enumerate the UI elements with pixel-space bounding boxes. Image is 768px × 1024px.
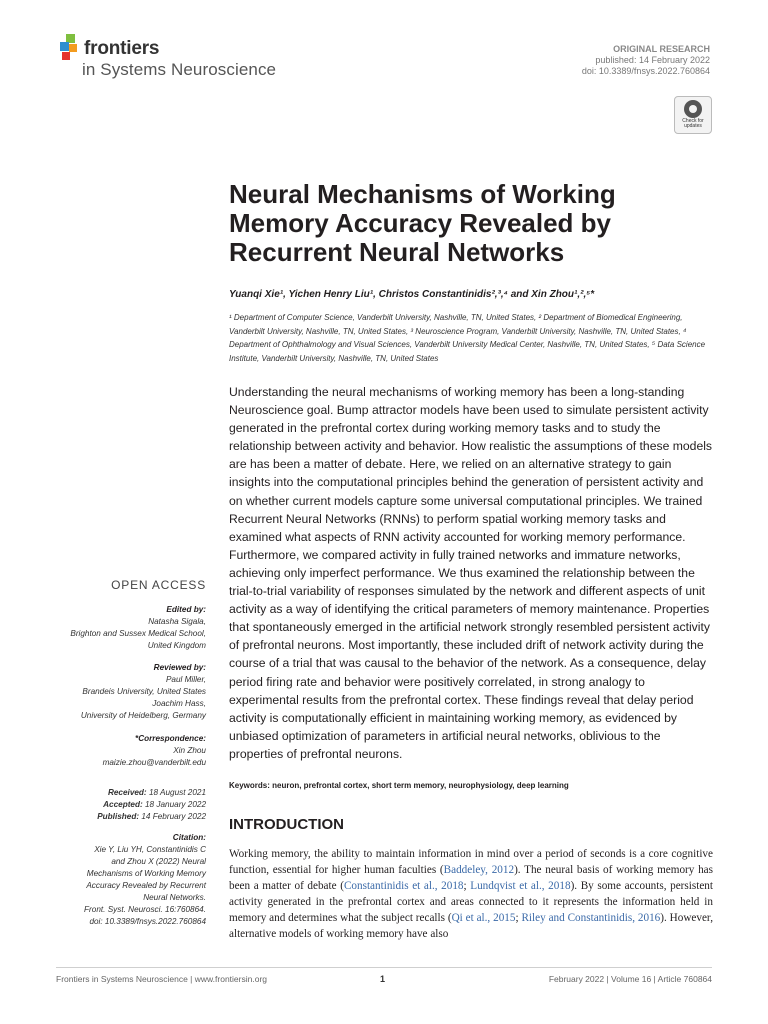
published-date: published: 14 February 2022	[595, 55, 710, 65]
reviewer-line: Paul Miller,	[165, 675, 206, 684]
citation-line: Xie Y, Liu YH, Constantinidis C	[94, 845, 206, 854]
intro-text-segment: ). The neural basis of working memory has been a matter of debate (	[229, 864, 713, 892]
accepted-date: 18 January 2022	[145, 800, 206, 809]
keywords: Keywords: neuron, prefrontal cortex, short term memory, neurophysiology, deep learning	[229, 781, 569, 790]
citation-label: Citation:	[172, 833, 206, 842]
citation-line: Mechanisms of Working Memory	[86, 869, 206, 878]
intro-text-segment: ;	[515, 912, 522, 924]
footer-issue-info: February 2022 | Volume 16 | Article 760864	[548, 974, 712, 984]
page-number: 1	[380, 974, 386, 984]
received-row	[16, 787, 206, 799]
bookmark-icon	[684, 100, 702, 118]
reference-link[interactable]: Qi et al., 2015	[451, 912, 516, 924]
introduction-text	[229, 846, 713, 942]
received-label: Received:	[107, 788, 147, 797]
intro-text-segment: ). By some accounts, persistent activity generated in the prefrontal cortex and areas connected to it represents the information held in memory and determines what the subject recalls (	[229, 880, 713, 924]
article-meta	[582, 44, 710, 77]
accepted-label: Accepted:	[103, 800, 143, 809]
affiliations: ¹ Department of Computer Science, Vanderbilt University, Nashville, TN, United States, ² Department of Biomedical Engineering, Vanderbilt University, Nashville, TN, United States, ³ Neuroscience Program, Vanderbilt University, Nashville, TN, United States, ⁴ Department of Ophthalmology and Visual Sciences, Vanderbilt University Medical Center, Nashville, TN, United States, ⁵ Data Science Institute, Vanderbilt University, Nashville, TN, United States	[229, 313, 706, 363]
correspondence-email[interactable]: maizie.zhou@vanderbilt.edu	[102, 758, 206, 767]
editor-line: United Kingdom	[147, 641, 206, 650]
correspondence-name: Xin Zhou	[173, 746, 206, 755]
reviewer-line: University of Heidelberg, Germany	[80, 711, 206, 720]
reviewer-line: Joachim Hass,	[152, 699, 206, 708]
frontiers-logo-icon	[56, 34, 82, 64]
citation-line: Front. Syst. Neurosci. 16:760864.	[84, 905, 206, 914]
correspondence-label: *Correspondence:	[135, 734, 206, 743]
reference-link[interactable]: Baddeley, 2012	[443, 864, 515, 876]
citation-line: Neural Networks.	[143, 893, 206, 902]
footer-journal-link[interactable]: Frontiers in Systems Neuroscience | www.frontiersin.org	[56, 974, 268, 984]
published-row	[16, 811, 206, 823]
check-for-updates-button[interactable]	[674, 96, 712, 134]
published-date-side: 14 February 2022	[141, 812, 206, 821]
intro-text-segment: ;	[463, 880, 471, 892]
article-type: ORIGINAL RESEARCH	[613, 44, 710, 54]
reference-link[interactable]: Constantinidis et al., 2018	[343, 880, 464, 892]
edited-by-section	[16, 604, 206, 652]
open-access-label: OPEN ACCESS	[111, 578, 206, 592]
abstract: Understanding the neural mechanisms of working memory has been a long-standing Neuroscience goal. Bump attractor models have been used to simulate persistent activity generated in the prefrontal cortex during working memory tasks and to study the relationship between activity and behavior. How realistic the assumptions of these models are has been a matter of debate. Here, we relied on an alternative strategy to gain insights into the computational principles behind the generation of persistent activity and on whether current models capture some universal computational principles. We trained Recurrent Neural Networks (RNNs) to perform spatial working memory tasks and examined what aspects of RNN activity accounted for working memory performance. Furthermore, we compared activity in fully trained networks and immature networks, achieving only imperfect performance. We thus examined the relationship between the trial-to-trial variability of responses simulated by the network and different aspects of unit activity as a way of identifying the critical parameters of memory maintenance. Properties that spontaneously emerged in the artificial network strongly resembled persistent activity of prefrontal neurons. Most importantly, these included drift of network activity during the course of a trial that was causal to the behavior of the network. As a consequence, delay period firing rate and behavior were positively correlated, in strong analogy to experimental results from the prefrontal cortex. These findings reveal that delay period activity is computationally efficient in maintaining working memory, as evidenced by unbiased optimization of parameters in artificial neural networks, oblivious to the properties of prefrontal neurons.	[229, 385, 713, 761]
article-doi[interactable]: doi: 10.3389/fnsys.2022.760864	[581, 66, 710, 76]
citation-line: doi: 10.3389/fnsys.2022.760864	[89, 917, 206, 926]
accepted-row	[16, 799, 206, 811]
citation-line: and Zhou X (2022) Neural	[111, 857, 206, 866]
section-heading-introduction: INTRODUCTION	[229, 816, 344, 833]
dates-section	[16, 787, 206, 823]
editor-line: Natasha Sigala,	[148, 617, 206, 626]
journal-name: in Systems Neuroscience	[82, 60, 277, 79]
footer-divider	[56, 967, 712, 968]
reference-link[interactable]: Lundqvist et al., 2018	[470, 880, 571, 892]
editor-line: Brighton and Sussex Medical School,	[70, 629, 206, 638]
intro-text-segment: Working memory, the ability to maintain information in mind over a period of seconds is a core cognitive function, essential for higher human faculties (	[229, 848, 713, 876]
journal-brand: frontiers	[84, 38, 160, 59]
reference-link[interactable]: Riley and Constantinidis, 2016	[521, 912, 661, 924]
article-title: Neural Mechanisms of Working Memory Accuracy Revealed by Recurrent Neural Networks	[229, 179, 616, 267]
author-list: Yuanqi Xie¹, Yichen Henry Liu¹, Christos Constantinidis²,³,⁴ and Xin Zhou¹,²,⁵*	[229, 289, 595, 300]
received-date: 18 August 2021	[148, 788, 206, 797]
citation-section	[16, 832, 206, 928]
reviewed-by-label: Reviewed by:	[153, 663, 206, 672]
edited-by-label: Edited by:	[166, 605, 206, 614]
reviewer-line: Brandeis University, United States	[82, 687, 206, 696]
check-updates-label: Check for updates	[682, 118, 704, 129]
intro-text-segment: ). However, alternative models of working memory have also	[229, 912, 714, 940]
published-label: Published:	[97, 812, 140, 821]
correspondence-section	[16, 733, 206, 769]
reviewed-by-section	[16, 662, 206, 722]
citation-line: Accuracy Revealed by Recurrent	[86, 881, 206, 890]
